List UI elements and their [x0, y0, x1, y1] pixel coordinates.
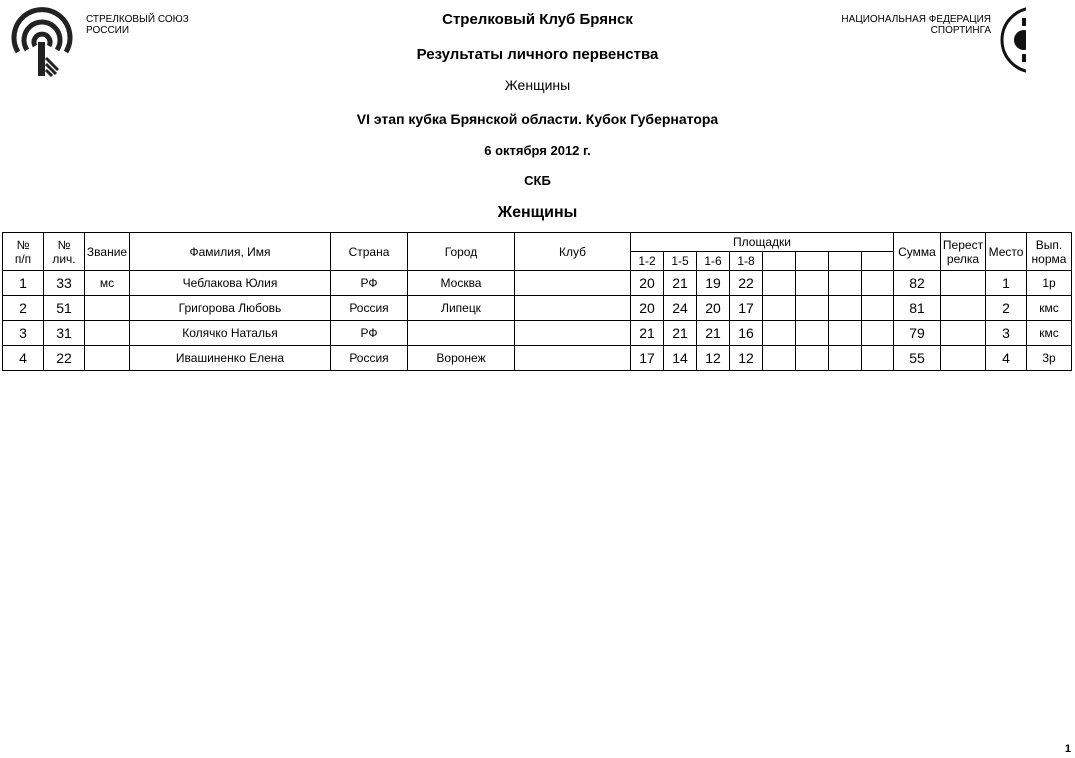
cell-score	[763, 296, 796, 321]
cell-rank	[85, 296, 130, 321]
col-shootoff-header: Перест релка	[941, 233, 986, 271]
table-row	[3, 296, 1072, 321]
cell-shootoff	[941, 346, 986, 371]
event-title: VI этап кубка Брянской области. Кубок Губернатора	[356, 111, 719, 127]
cell-rank	[85, 321, 130, 346]
col-club-header: Клуб	[515, 233, 631, 271]
club-title: Стрелковый Клуб Брянск	[442, 11, 633, 28]
cell-score: 24	[664, 296, 697, 321]
cell-bib: 51	[44, 296, 85, 321]
col-total-header: Сумма	[894, 233, 941, 271]
cell-city: Москва	[408, 271, 515, 296]
cell-name: Ивашиненко Елена	[130, 346, 331, 371]
cell-score	[796, 271, 829, 296]
cell-total: 55	[894, 346, 941, 371]
cell-total: 81	[894, 296, 941, 321]
range-header: 1-8	[730, 252, 763, 271]
cell-country: РФ	[331, 321, 408, 346]
cell-city: Воронеж	[408, 346, 515, 371]
col-rank-header: Звание	[85, 233, 130, 271]
cell-score: 17	[730, 296, 763, 321]
cell-score	[763, 321, 796, 346]
cell-club	[515, 296, 631, 321]
cell-bib: 31	[44, 321, 85, 346]
cell-score	[862, 321, 894, 346]
cell-score	[829, 271, 862, 296]
cell-score: 12	[730, 346, 763, 371]
cell-score	[763, 346, 796, 371]
cell-score	[796, 296, 829, 321]
section-title: Женщины	[497, 204, 578, 221]
col-city-header: Город	[408, 233, 515, 271]
org-right-line2: СПОРТИНГА	[930, 25, 991, 36]
cell-club	[515, 271, 631, 296]
cell-total: 79	[894, 321, 941, 346]
org-right-line1: НАЦИОНАЛЬНАЯ ФЕДЕРАЦИЯ	[841, 14, 991, 25]
cell-place: 4	[986, 346, 1027, 371]
cell-bib: 22	[44, 346, 85, 371]
cell-idx: 2	[3, 296, 44, 321]
venue-label: СКБ	[524, 173, 551, 188]
org-left-line1: СТРЕЛКОВЫЙ СОЮЗ	[86, 14, 189, 25]
cell-name: Григорова Любовь	[130, 296, 331, 321]
cell-score	[796, 321, 829, 346]
cell-score: 21	[664, 271, 697, 296]
range-header: 1-6	[697, 252, 730, 271]
range-header	[862, 252, 894, 271]
cell-score: 22	[730, 271, 763, 296]
cell-place: 1	[986, 271, 1027, 296]
range-header	[796, 252, 829, 271]
cell-score	[829, 346, 862, 371]
cell-rank	[85, 346, 130, 371]
cell-norm: 3р	[1027, 346, 1072, 371]
table-row	[3, 321, 1072, 346]
cell-score: 14	[664, 346, 697, 371]
cell-name: Колячко Наталья	[130, 321, 331, 346]
event-date: 6 октября 2012 г.	[484, 143, 591, 158]
cell-club	[515, 346, 631, 371]
cell-score: 21	[631, 321, 664, 346]
cell-score	[862, 346, 894, 371]
cell-score	[763, 271, 796, 296]
cell-country: РФ	[331, 271, 408, 296]
cell-score	[829, 296, 862, 321]
cell-name: Чеблакова Юлия	[130, 271, 331, 296]
range-header: 1-5	[664, 252, 697, 271]
cell-shootoff	[941, 296, 986, 321]
col-bib-header: № лич.	[44, 233, 85, 271]
org-left-line2: РОССИИ	[86, 25, 130, 36]
page-number: 1	[1064, 743, 1071, 755]
table-row	[3, 346, 1072, 371]
cell-score: 21	[664, 321, 697, 346]
cell-norm: 1р	[1027, 271, 1072, 296]
cell-score: 19	[697, 271, 730, 296]
cell-score: 20	[697, 296, 730, 321]
range-header: 1-2	[631, 252, 664, 271]
cell-score	[829, 321, 862, 346]
col-ranges-header: Площадки	[631, 233, 894, 252]
cell-score	[862, 296, 894, 321]
cell-score: 16	[730, 321, 763, 346]
cell-city: Липецк	[408, 296, 515, 321]
cell-idx: 1	[3, 271, 44, 296]
cell-score: 12	[697, 346, 730, 371]
cell-score: 20	[631, 296, 664, 321]
cell-shootoff	[941, 271, 986, 296]
cell-rank: мс	[85, 271, 130, 296]
col-norm-header: Вып. норма	[1027, 233, 1072, 271]
cell-score: 17	[631, 346, 664, 371]
col-place-header: Место	[986, 233, 1027, 271]
col-country-header: Страна	[331, 233, 408, 271]
cell-score: 20	[631, 271, 664, 296]
cell-idx: 3	[3, 321, 44, 346]
cell-norm: кмс	[1027, 321, 1072, 346]
cell-score	[796, 346, 829, 371]
cell-place: 2	[986, 296, 1027, 321]
cell-city	[408, 321, 515, 346]
cell-country: Россия	[331, 346, 408, 371]
table-header-row-top	[3, 233, 1072, 252]
category-label: Женщины	[504, 77, 571, 93]
cell-total: 82	[894, 271, 941, 296]
col-name-header: Фамилия, Имя	[130, 233, 331, 271]
table-row	[3, 271, 1072, 296]
cell-place: 3	[986, 321, 1027, 346]
cell-score	[862, 271, 894, 296]
col-idx-header: № п/п	[3, 233, 44, 271]
cell-score: 21	[697, 321, 730, 346]
results-table	[2, 232, 1072, 371]
cell-club	[515, 321, 631, 346]
cell-shootoff	[941, 321, 986, 346]
range-header	[829, 252, 862, 271]
report-title: Результаты личного первенства	[416, 46, 659, 63]
range-header	[763, 252, 796, 271]
cell-country: Россия	[331, 296, 408, 321]
cell-norm: кмс	[1027, 296, 1072, 321]
cell-idx: 4	[3, 346, 44, 371]
cell-bib: 33	[44, 271, 85, 296]
